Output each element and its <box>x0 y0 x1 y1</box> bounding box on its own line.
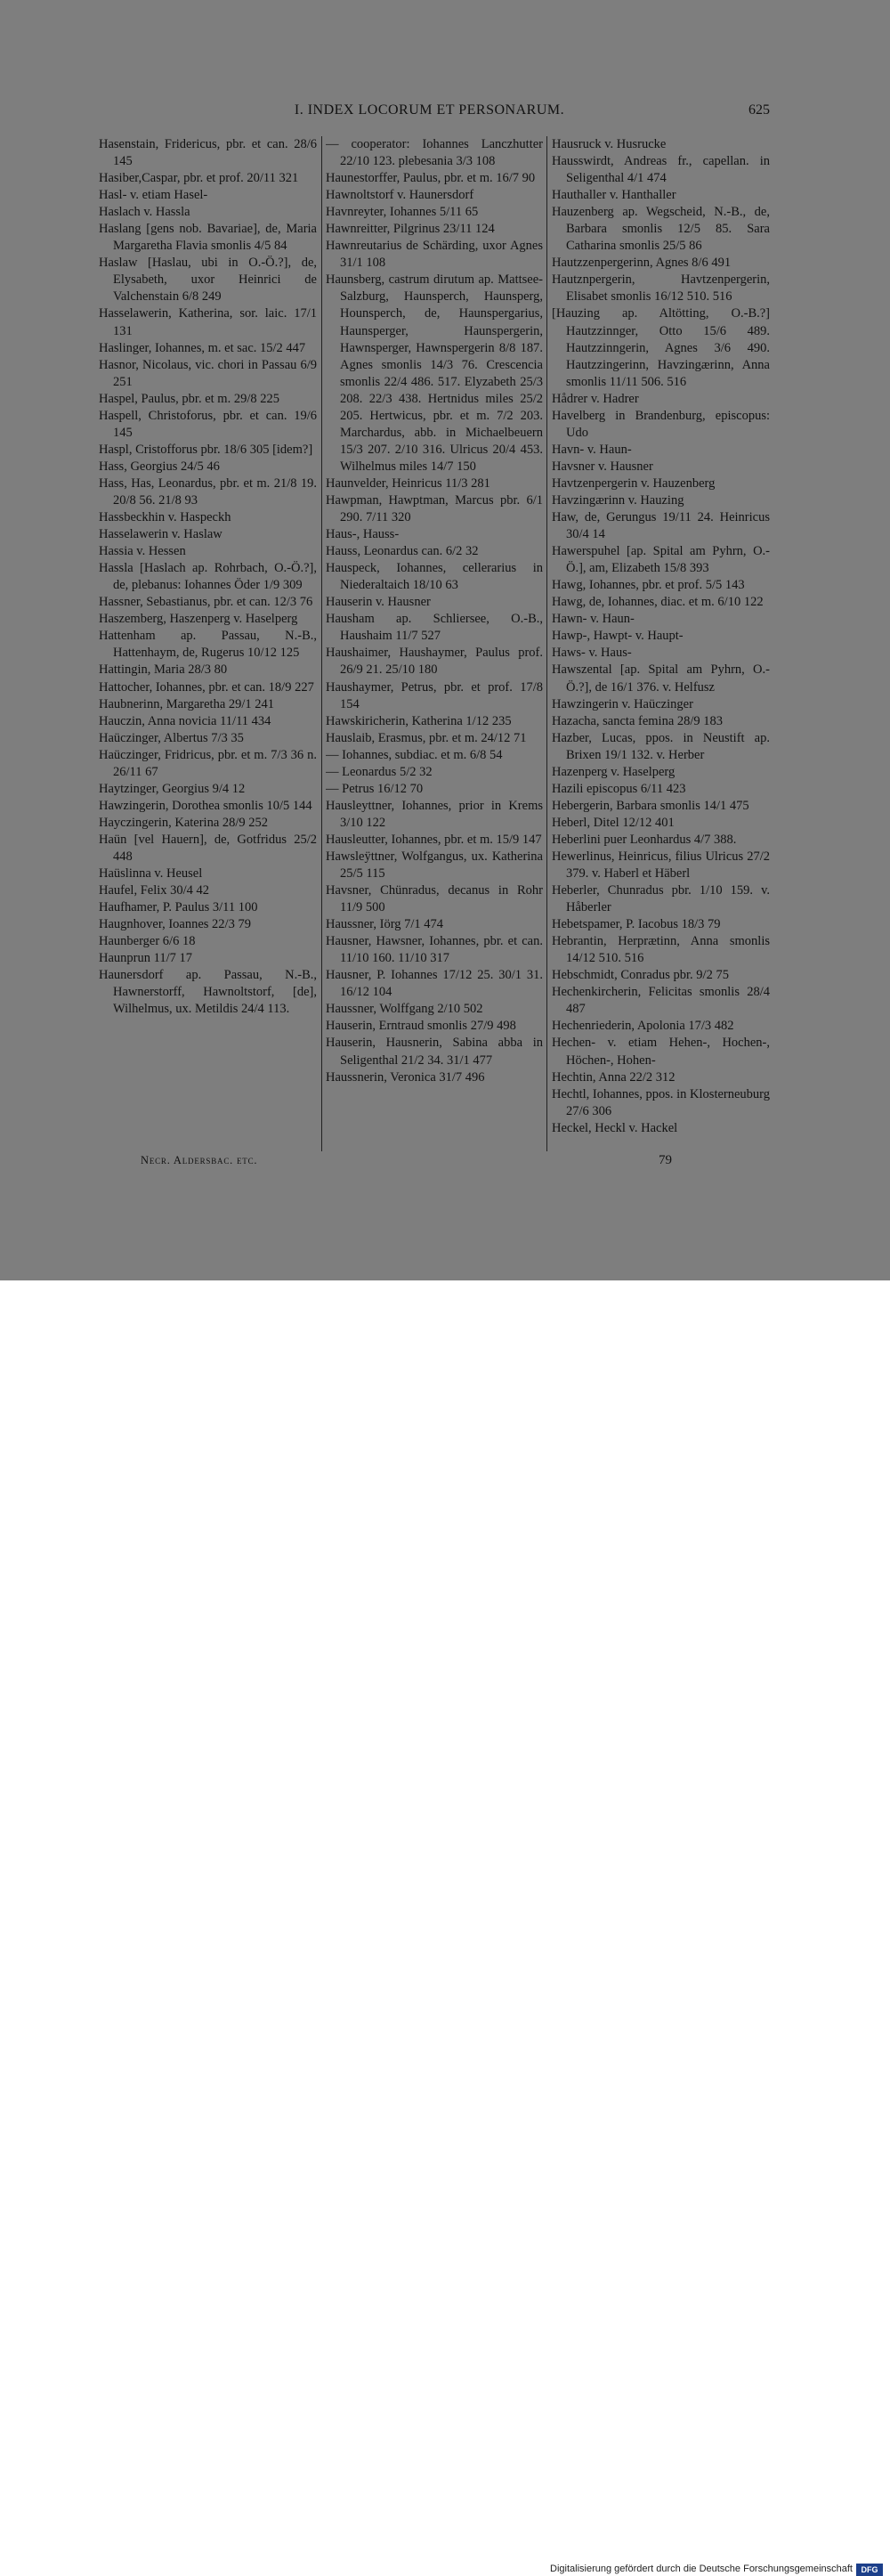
index-entry: Hauserin v. Hausner <box>326 595 431 610</box>
index-entry: Heckel, Heckl v. Hackel <box>552 1120 678 1135</box>
index-entry: Haüslinna v. Heusel <box>99 866 203 882</box>
index-entry: Hawpman, Hawptman, Marcus pbr. 6/1 290. 7/11 320 <box>326 492 543 525</box>
index-entry: Hasselawerin v. Haslaw <box>99 527 222 542</box>
index-entry: Hazber, Lucas, ppos. in Neustift ap. Brixen 19/1 132. v. Herber <box>552 730 770 762</box>
index-entry: Haspel, Paulus, pbr. et m. 29/8 225 <box>99 391 279 406</box>
index-entry: Hawg, de, Iohannes, diac. et m. 6/10 122 <box>552 595 764 610</box>
index-entry: Hasselawerin, Katherina, sor. laic. 17/1 131 <box>99 306 317 338</box>
index-entry: Haspell, Christoforus, pbr. et can. 19/6 145 <box>99 408 317 440</box>
index-entry: Haunprun 11/7 17 <box>99 951 192 966</box>
index-entry: Haüczinger, Albertus 7/3 35 <box>99 730 244 745</box>
signature-number: 79 <box>659 1153 672 1167</box>
index-entry: Heberler, Chunradus pbr. 1/10 159. v. Håberler <box>552 883 770 915</box>
index-entry: Havelberg in Brandenburg, episcopus: Udo <box>552 408 770 440</box>
index-entry: Haszemberg, Haszenperg v. Haselperg <box>99 612 298 627</box>
index-entry: Haunberger 6/6 18 <box>99 934 196 949</box>
index-entry: Hausleutter, Iohannes, pbr. et m. 15/9 147 <box>326 832 542 847</box>
page-header <box>89 102 770 124</box>
index-entry: Hasenstain, Fridericus, pbr. et can. 28/6 145 <box>99 137 317 169</box>
index-entry: Haushaymer, Petrus, pbr. et prof. 17/8 154 <box>326 679 543 711</box>
page-number: 625 <box>748 102 770 118</box>
column-divider <box>321 136 322 1151</box>
index-entry: Hauserin, Hausnerin, Sabina abba in Seligenthal 21/2 34. 31/1 477 <box>326 1036 543 1068</box>
scanned-page <box>0 0 890 1280</box>
index-entry: Havsner, Chünradus, decanus in Rohr 11/9 500 <box>326 883 543 915</box>
index-entry: Hautzzenpergerinn, Agnes 8/6 491 <box>552 256 732 271</box>
index-entry: Hausswirdt, Andreas fr., capellan. in Seligenthal 4/1 474 <box>552 154 770 186</box>
index-entry: Heberlini puer Leonhardus 4/7 388. <box>552 832 737 847</box>
index-entry: Haunersdorf ap. Passau, N.-B., Hawnerstorff, Hawnoltstorf, [de], Wilhelmus, ux. Metildis 24/4 113. <box>99 968 317 1017</box>
index-entry: Havnreyter, Iohannes 5/11 65 <box>326 205 479 220</box>
funding-credit: Digitalisierung gefördert durch die Deutsche Forschungsgemeinschaft <box>550 2564 853 2574</box>
index-entry: Haslang [gens nob. Bavariae], de, Maria Margaretha Flavia smonlis 4/5 84 <box>99 222 317 254</box>
index-entry: Hechenkircherin, Felicitas smonlis 28/4 487 <box>552 985 770 1017</box>
footer-bar <box>0 1280 890 2574</box>
index-entry: Hawg, Iohannes, pbr. et prof. 5/5 143 <box>552 578 745 593</box>
index-entry: Hebschmidt, Conradus pbr. 9/2 75 <box>552 968 729 983</box>
index-entry: Hassla [Haslach ap. Rohrbach, O.-Ö.?], de, plebanus: Iohannes Öder 1/9 309 <box>99 561 317 593</box>
index-entry: Hausham ap. Schliersee, O.-B., Haushaim 11/7 527 <box>326 612 543 644</box>
index-entry: Hawsleÿttner, Wolfgangus, ux. Katherina 25/5 115 <box>326 849 543 882</box>
index-entry: Hattingin, Maria 28/3 80 <box>99 662 228 678</box>
index-entry: Hawzingerin v. Haüczinger <box>552 696 693 711</box>
index-entry: Hauzenberg ap. Wegscheid, N.-B., de, Barbara smonlis 12/5 85. Sara Catharina smonlis 25/5 86 <box>552 205 770 254</box>
index-entry: — Leonardus 5/2 32 <box>326 764 433 779</box>
page-title: I. INDEX LOCORUM ET PERSONARUM. <box>294 102 565 118</box>
index-entry: Haunestorffer, Paulus, pbr. et m. 16/7 90 <box>326 171 536 186</box>
index-entry: Haugnhover, Ioannes 22/3 79 <box>99 917 251 932</box>
index-entry: Hawn- v. Haun- <box>552 612 635 627</box>
index-entry: Hebrantin, Herprætinn, Anna smonlis 14/12 510. 516 <box>552 934 770 966</box>
index-entry: Hawszental [ap. Spital am Pyhrn, O.-Ö.?], de 16/1 376. v. Helfusz <box>552 662 770 695</box>
index-entry: Hassner, Sebastianus, pbr. et can. 12/3 76 <box>99 595 313 610</box>
index-entry: Hådrer v. Hadrer <box>552 391 639 406</box>
column-divider <box>546 136 547 1151</box>
index-entry: Haspl, Cristofforus pbr. 18/6 305 [idem?] <box>99 442 313 457</box>
index-entry: Haunsberg, castrum dirutum ap. Mattsee-Salzburg, Haunsperch, Haunsperg, Hounsperch, de, Haunspergarius, Haunsperger, Haunspergerin, Hawnsperger, Hawnspergerin 8/8 187. Agnes smonlis 14/3 76. Crescencia smonlis 22/4 486. 517. Elyzabeth 25/3 208. 22/3 438. Hertnidus miles 25/2 205. Hertwicus, pbr. et m. 7/2 203. Marchardus, abb. in Michaelbeuern 15/3 207. 2/10 316. Ulricus 20/4 453. Wilhelmus miles 14/7 150 <box>326 272 543 474</box>
index-entry: — cooperator: Iohannes Lanczhutter 22/10 123. plebesania 3/3 108 <box>326 137 543 169</box>
index-entry: Haw, de, Gerungus 19/11 24. Heinricus 30/4 14 <box>552 510 770 542</box>
index-entry: Haufhamer, P. Paulus 3/11 100 <box>99 900 258 915</box>
index-entry: Haüczinger, Fridricus, pbr. et m. 7/3 36 n. 26/11 67 <box>99 747 317 779</box>
index-entry: Hauczin, Anna novicia 11/11 434 <box>99 713 271 728</box>
index-entry: Havzingærinn v. Hauzing <box>552 492 684 508</box>
index-entry: [Hauzing ap. Altötting, O.-B.?] Hautzzinnger, Otto 15/6 489. Hautzzinngerin, Agnes 3/6 490. Hautzzingerinn, Havzingærinn, Anna smonlis 11/11 506. 516 <box>552 306 770 389</box>
index-entry: Haslaw [Haslau, ubi in O.-Ö.?], de, Elysabeth, uxor Heinrici de Valchenstain 6/8 249 <box>99 256 317 305</box>
index-entry: Hebetspamer, P. Iacobus 18/3 79 <box>552 917 721 932</box>
index-entry: Havn- v. Haun- <box>552 442 632 457</box>
index-entry: Hazacha, sancta femina 28/9 183 <box>552 713 724 728</box>
index-entry: Haün [vel Hauern], de, Gotfridus 25/2 448 <box>99 832 317 864</box>
index-entry: Hassia v. Hessen <box>99 544 186 559</box>
index-entry: Haussnerin, Veronica 31/7 496 <box>326 1069 485 1085</box>
index-entry: Haubnerinn, Margaretha 29/1 241 <box>99 696 275 711</box>
index-entry: Hechtin, Anna 22/2 312 <box>552 1069 676 1085</box>
index-entry: Hausner, Hawsner, Iohannes, pbr. et can. 11/10 160. 11/10 317 <box>326 934 543 966</box>
index-entry: Hawerspuhel [ap. Spital am Pyhrn, O.-Ö.], am, Elizabeth 15/8 393 <box>552 544 770 576</box>
signature-mark: Necr. Aldersbac. etc. <box>141 1154 258 1166</box>
index-entry: Hechtl, Iohannes, ppos. in Klosterneuburg 27/6 306 <box>552 1086 770 1118</box>
index-entry: Hewerlinus, Heinricus, filius Ulricus 27/2 379. v. Haberl et Häberl <box>552 849 770 882</box>
index-entry: Hazili episcopus 6/11 423 <box>552 781 686 796</box>
index-entry: Hechenriederin, Apolonia 17/3 482 <box>552 1019 734 1034</box>
index-entry: Hattenham ap. Passau, N.-B., Hattenhaym, de, Rugerus 10/12 125 <box>99 629 317 661</box>
index-entry: Haussner, Iörg 7/1 474 <box>326 917 444 932</box>
index-entry: Hawnreutarius de Schärding, uxor Agnes 31/1 108 <box>326 239 543 271</box>
index-entry: Hauss, Leonardus can. 6/2 32 <box>326 544 479 559</box>
index-column-2 <box>326 136 543 1169</box>
index-entry: Hawnoltstorf v. Haunersdorf <box>326 188 474 203</box>
index-entry: Hausner, P. Iohannes 17/12 25. 30/1 31. 16/12 104 <box>326 968 543 1000</box>
index-entry: Haunvelder, Heinricus 11/3 281 <box>326 475 490 491</box>
index-entry: Hass, Georgius 24/5 46 <box>99 459 220 474</box>
index-entry: Hawskiricherin, Katherina 1/12 235 <box>326 713 512 728</box>
index-entry: Haslach v. Hassla <box>99 205 190 220</box>
index-entry: Hausruck v. Husrucke <box>552 137 667 151</box>
index-entry: Haslinger, Iohannes, m. et sac. 15/2 447 <box>99 340 306 355</box>
index-entry: — Iohannes, subdiac. et m. 6/8 54 <box>326 747 503 762</box>
index-entry: Hasiber,Caspar, pbr. et prof. 20/11 321 <box>99 171 299 186</box>
index-entry: Haufel, Felix 30/4 42 <box>99 883 210 898</box>
index-entry: Heberl, Ditel 12/12 401 <box>552 815 675 830</box>
index-entry: Haus-, Hauss- <box>326 527 400 542</box>
index-entry: Haytzinger, Georgius 9/4 12 <box>99 781 246 796</box>
dfg-logo: DFG <box>856 2564 883 2576</box>
index-entry: Hassbeckhin v. Haspeckh <box>99 510 231 525</box>
index-entry: Hawnreitter, Pilgrinus 23/11 124 <box>326 222 495 237</box>
index-entry: Hazenperg v. Haselperg <box>552 764 676 779</box>
index-column-3 <box>552 136 770 1169</box>
index-entry: Hautznpergerin, Havtzenpergerin, Elisabet smonlis 16/12 510. 516 <box>552 272 770 305</box>
index-entry: Hattocher, Iohannes, pbr. et can. 18/9 227 <box>99 679 314 695</box>
index-entry: Hawzingerin, Dorothea smonlis 10/5 144 <box>99 798 312 813</box>
index-column-1 <box>99 136 317 1169</box>
index-entry: Hawp-, Hawpt- v. Haupt- <box>552 629 684 644</box>
index-entry: Hasnor, Nicolaus, vic. chori in Passau 6/9 251 <box>99 357 317 389</box>
index-entry: Hasl- v. etiam Hasel- <box>99 188 208 203</box>
index-entry: Hass, Has, Leonardus, pbr. et m. 21/8 19. 20/8 56. 21/8 93 <box>99 475 317 508</box>
index-entry: Haushaimer, Haushaymer, Paulus prof. 26/9 21. 25/10 180 <box>326 646 543 678</box>
index-entry: Hauslaib, Erasmus, pbr. et m. 24/12 71 <box>326 730 527 745</box>
index-entry: Hauthaller v. Hanthaller <box>552 188 676 203</box>
index-entry: Hauspeck, Iohannes, cellerarius in Niederaltaich 18/10 63 <box>326 561 543 593</box>
index-entry: Haws- v. Haus- <box>552 646 632 661</box>
index-entry: Hausleyttner, Iohannes, prior in Krems 3/10 122 <box>326 798 543 830</box>
index-entry: Hebergerin, Barbara smonlis 14/1 475 <box>552 798 749 813</box>
index-entry: Havtzenpergerin v. Hauzenberg <box>552 475 716 491</box>
index-entry: — Petrus 16/12 70 <box>326 781 424 796</box>
index-entry: Hechen- v. etiam Hehen-, Hochen-, Höchen-, Hohen- <box>552 1036 770 1068</box>
index-entry: Hayczingerin, Katerina 28/9 252 <box>99 815 269 830</box>
index-entry: Haussner, Wolffgang 2/10 502 <box>326 1002 483 1017</box>
index-entry: Havsner v. Hausner <box>552 459 653 474</box>
index-entry: Hauserin, Erntraud smonlis 27/9 498 <box>326 1019 516 1034</box>
